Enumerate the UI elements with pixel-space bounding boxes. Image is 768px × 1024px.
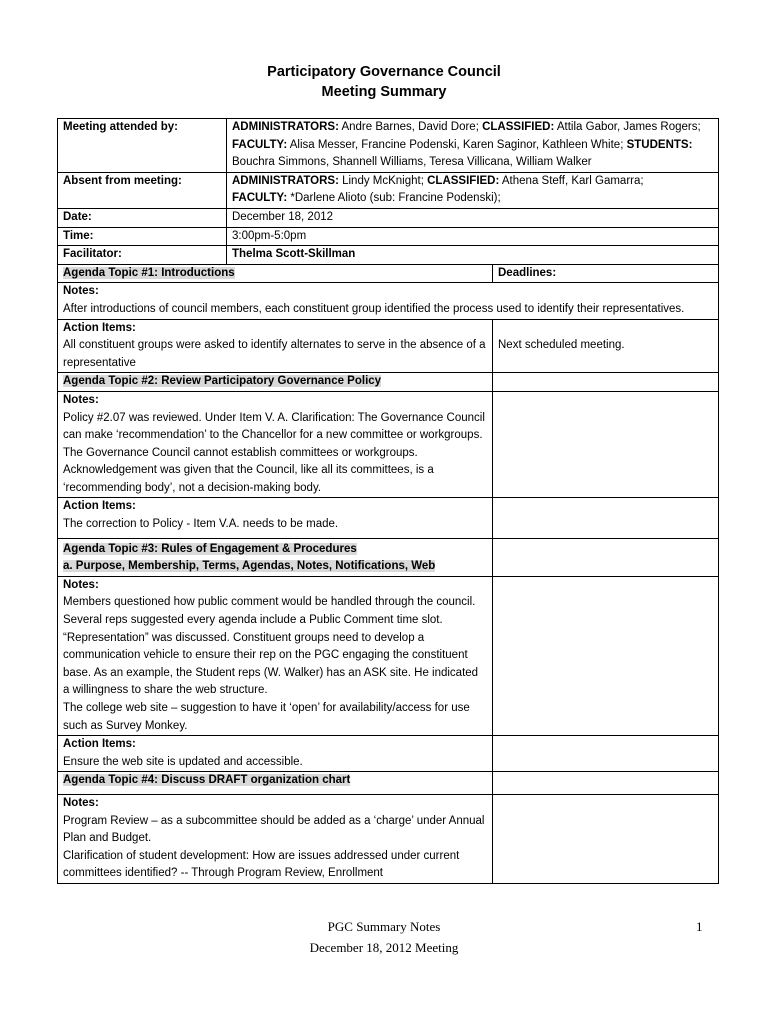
topic-action-text: Ensure the web site is updated and accessible. bbox=[63, 755, 303, 768]
attended-group: ADMINISTRATORS: bbox=[232, 121, 339, 133]
footer-title: PGC Summary Notes bbox=[327, 919, 441, 934]
absent-names: Lindy McKnight; bbox=[338, 174, 428, 187]
topic-subheading: a. Purpose, Membership, Terms, Agendas, Notes, Notifications, Web bbox=[63, 560, 436, 573]
topic-notes-paragraph: Acknowledgement was given that the Council, like all its committees, is a ‘recommending body’, not a decision-making body. bbox=[63, 464, 434, 494]
topic-notes-paragraph: Program Review – as a subcommittee should be added as a ‘charge’ under Annual Plan and Budget. bbox=[63, 814, 485, 845]
attended-group: CLASSIFIED: bbox=[482, 121, 555, 133]
attended-group: STUDENTS: bbox=[626, 138, 693, 151]
topic-3-header-row bbox=[58, 538, 719, 576]
absent-group: ADMINISTRATORS: bbox=[232, 174, 339, 187]
page-number: 1 bbox=[696, 919, 703, 934]
date-value: December 18, 2012 bbox=[227, 208, 719, 227]
topic-1-header-row bbox=[58, 264, 719, 283]
attended-list bbox=[227, 119, 719, 173]
attended-names: Alisa Messer, Francine Podenski, Karen Saginor, Kathleen White; bbox=[287, 138, 627, 151]
topic-4-header-row bbox=[58, 772, 719, 795]
topic-heading: Agenda Topic #4: Discuss DRAFT organization chart bbox=[63, 774, 351, 787]
time-row bbox=[58, 227, 719, 246]
absent-group: CLASSIFIED: bbox=[427, 174, 500, 187]
time-value: 3:00pm-5:0pm bbox=[227, 227, 719, 246]
topic-heading: Agenda Topic #3: Rules of Engagement & Procedures bbox=[63, 542, 357, 555]
notes-label: Notes: bbox=[63, 285, 99, 298]
topic-heading: Agenda Topic #1: Introductions bbox=[63, 266, 235, 279]
topic-2-header-row bbox=[58, 373, 719, 392]
topic-notes-paragraph: Clarification of student development: How are issues addressed under current committees identified? -- Through Program Review, Enrollment bbox=[63, 849, 460, 880]
facilitator-row bbox=[58, 246, 719, 265]
attended-group: FACULTY: bbox=[232, 138, 288, 151]
attended-names: Andre Barnes, David Dore; bbox=[338, 121, 483, 133]
facilitator-label: Facilitator: bbox=[58, 246, 227, 265]
attended-label: Meeting attended by: bbox=[58, 119, 227, 173]
topic-2-actions-row bbox=[58, 498, 719, 538]
topic-1-actions-row bbox=[58, 319, 719, 373]
attended-names: Bouchra Simmons, Shannell Williams, Teresa Villicana, William Walker bbox=[232, 156, 592, 169]
topic-4-notes-row bbox=[58, 794, 719, 883]
topic-3-notes-row bbox=[58, 576, 719, 735]
facilitator-value: Thelma Scott-Skillman bbox=[227, 246, 719, 265]
absent-label: Absent from meeting: bbox=[58, 172, 227, 208]
topic-action-text: The correction to Policy - Item V.A. needs to be made. bbox=[63, 518, 339, 531]
absent-list bbox=[227, 172, 719, 208]
document-title: Participatory Governance Council bbox=[267, 64, 501, 80]
topic-notes-paragraph: Members questioned how public comment would be handled through the council. Several reps suggested every agenda include a Public Comment time slot. “Representation” was discussed. Constituent groups need to develop a communication vehicle to ensure their rep on the PGC engaging the constituent base. As an example, the Student reps (W. Walker) has an ASK site. He indicated a willingness to share the web structure. bbox=[63, 596, 479, 697]
topic-action-text: All constituent groups were asked to identify alternates to serve in the absence of a representative bbox=[63, 339, 486, 369]
meeting-summary-table bbox=[57, 118, 719, 884]
time-label: Time: bbox=[58, 227, 227, 246]
topic-notes-paragraph: The college web site – suggestion to have it ‘open’ for availability/access for use such as Survey Monkey. bbox=[63, 702, 470, 732]
absent-row bbox=[58, 172, 719, 208]
document-subtitle: Meeting Summary bbox=[321, 84, 447, 100]
topic-deadline: Next scheduled meeting. bbox=[498, 339, 625, 352]
topic-1-notes-row bbox=[58, 283, 719, 319]
absent-names: Athena Steff, Karl Gamarra; bbox=[499, 174, 644, 187]
topic-notes-paragraph: Policy #2.07 was reviewed. Under Item V. A. Clarification: The Governance Council can make ‘recommendation’ to the Chancellor for a new committee or workgroups. The Governance Council cannot establish committees or workgroups. bbox=[63, 411, 485, 459]
topic-2-notes-row bbox=[58, 391, 719, 498]
topic-heading: Agenda Topic #2: Review Participatory Governance Policy bbox=[63, 375, 382, 388]
topic-3-actions-row bbox=[58, 736, 719, 772]
notes-label: Notes: bbox=[63, 578, 99, 591]
notes-label: Notes: bbox=[63, 393, 99, 406]
action-items-label: Action Items: bbox=[63, 321, 136, 334]
absent-names: *Darlene Alioto (sub: Francine Podenski); bbox=[287, 192, 501, 205]
date-label: Date: bbox=[58, 208, 227, 227]
footer-date: December 18, 2012 Meeting bbox=[309, 940, 459, 955]
date-row bbox=[58, 208, 719, 227]
action-items-label: Action Items: bbox=[63, 738, 136, 751]
notes-label: Notes: bbox=[63, 796, 99, 809]
absent-group: FACULTY: bbox=[232, 192, 288, 205]
deadlines-label: Deadlines: bbox=[493, 264, 719, 283]
action-items-label: Action Items: bbox=[63, 500, 136, 513]
attended-row bbox=[58, 119, 719, 173]
topic-notes-paragraph: After introductions of council members, each constituent group identified the process used to identify their representatives. bbox=[63, 302, 685, 315]
attended-names: Attila Gabor, James Rogers; bbox=[554, 121, 701, 133]
